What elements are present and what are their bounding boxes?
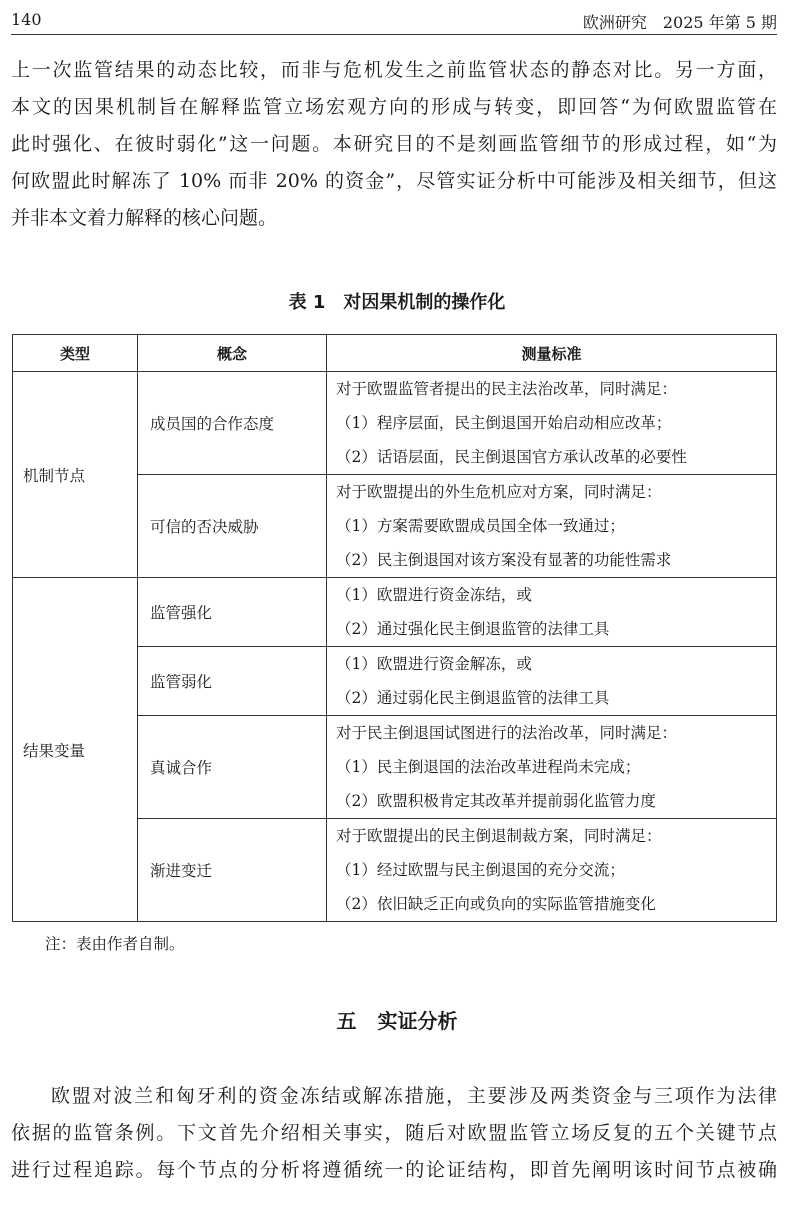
section-heading	[0, 1005, 794, 1034]
concept-cell: 渐进变迁	[138, 819, 327, 922]
text-line: 欧盟对波兰和匈牙利的资金冻结或解冻措施，主要涉及两类资金与三项作为法律	[51, 1085, 777, 1107]
text-line: 并非本文着力解释的核心问题。	[11, 207, 278, 229]
criteria-cell	[327, 475, 777, 578]
table-row	[13, 578, 777, 647]
table-header-row	[13, 335, 777, 372]
text-line: 上一次监管结果的动态比较，而非与危机发生之前监管状态的静态对比。另一方面，	[11, 59, 777, 81]
type-cell: 结果变量	[13, 578, 138, 922]
criteria-cell	[327, 716, 777, 819]
text-line: 本文的因果机制旨在解释监管立场宏观方向的形成与转变，即回答“为何欧盟监管在	[11, 96, 777, 118]
criteria-line: （1）经过欧盟与民主倒退国的充分交流；	[336, 861, 625, 879]
criteria-line: （2）通过弱化民主倒退监管的法律工具	[336, 689, 610, 707]
criteria-line: 对于欧盟提出的民主倒退制裁方案，同时满足：	[336, 827, 662, 845]
header-type: 类型	[13, 335, 138, 372]
criteria-cell	[327, 578, 777, 647]
concept-cell: 监管强化	[138, 578, 327, 647]
operationalization-table	[12, 334, 777, 922]
concept-cell: 真诚合作	[138, 716, 327, 819]
text-line: 进行过程追踪。每个节点的分析将遵循统一的论证结构，即首先阐明该时间节点被确	[11, 1159, 777, 1181]
criteria-line: 对于民主倒退国试图进行的法治改革，同时满足：	[336, 724, 678, 742]
journal-issue: 欧洲研究 2025 年第 5 期	[582, 13, 777, 32]
body-paragraph-2	[11, 1078, 777, 1189]
text-line: 依据的监管条例。下文首先介绍相关事实，随后对欧盟监管立场反复的五个关键节点	[11, 1122, 777, 1144]
criteria-line: （1）欧盟进行资金解冻，或	[336, 655, 532, 673]
body-paragraph-1	[11, 52, 777, 237]
header-concept: 概念	[138, 335, 327, 372]
criteria-line: （1）方案需要欧盟成员国全体一致通过；	[336, 517, 625, 535]
criteria-line: 对于欧盟监管者提出的民主法治改革，同时满足：	[336, 380, 678, 398]
criteria-line: 对于欧盟提出的外生危机应对方案，同时满足：	[336, 483, 662, 501]
concept-cell: 监管弱化	[138, 647, 327, 716]
text-line: 此时强化、在彼时弱化”这一问题。本研究目的不是刻画监管细节的形成过程，如“为	[11, 133, 777, 155]
table-caption: 表 1 对因果机制的操作化	[288, 292, 506, 313]
criteria-line: （1）欧盟进行资金冻结，或	[336, 586, 532, 604]
criteria-line: （1）程序层面，民主倒退国开始启动相应改革；	[336, 414, 672, 432]
criteria-line: （2）欧盟积极肯定其改革并提前弱化监管力度	[336, 792, 656, 810]
section-number: 五	[336, 1009, 357, 1033]
header-criteria: 测量标准	[327, 335, 777, 372]
table-row	[13, 372, 777, 475]
criteria-line: （2）依旧缺乏正向或负向的实际监管措施变化	[336, 895, 656, 913]
concept-cell: 成员国的合作态度	[138, 372, 327, 475]
criteria-line: （2）民主倒退国对该方案没有显著的功能性需求	[336, 551, 672, 569]
criteria-line: （2）通过强化民主倒退监管的法律工具	[336, 620, 610, 638]
type-cell: 机制节点	[13, 372, 138, 578]
running-header	[11, 6, 777, 35]
criteria-line: （1）民主倒退国的法治改革进程尚未完成；	[336, 758, 641, 776]
page-number: 140	[11, 10, 42, 29]
table-note: 注：表由作者自制。	[45, 935, 185, 953]
criteria-cell	[327, 372, 777, 475]
criteria-cell	[327, 819, 777, 922]
section-title: 实证分析	[377, 1009, 458, 1033]
text-line: 何欧盟此时解冻了 10% 而非 20% 的资金”，尽管实证分析中可能涉及相关细节，但这	[11, 170, 777, 192]
concept-cell: 可信的否决威胁	[138, 475, 327, 578]
criteria-line: （2）话语层面，民主倒退国官方承认改革的必要性	[336, 448, 687, 466]
criteria-cell	[327, 647, 777, 716]
